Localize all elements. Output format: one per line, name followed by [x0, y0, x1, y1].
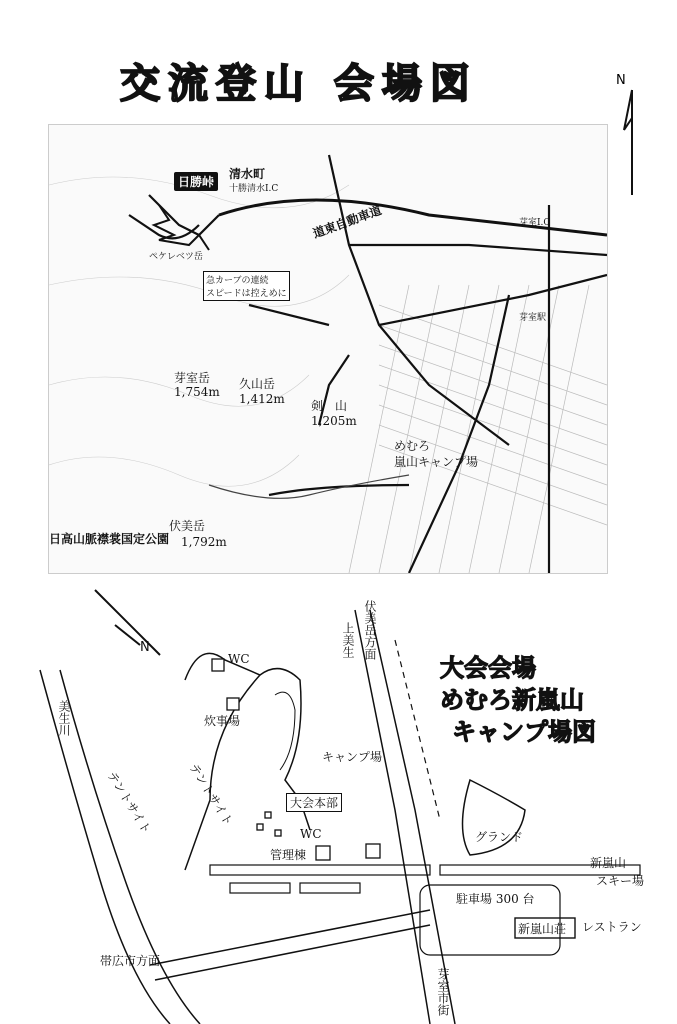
river-label: 美生川	[57, 700, 71, 736]
ski-label-2: スキー場	[596, 874, 645, 888]
north-label: N	[616, 73, 626, 88]
venue-label-2: 嵐山キャンプ場	[394, 455, 479, 469]
page-title: 交流登山 会場図	[120, 61, 478, 107]
parking-label: 駐車場 300 台	[456, 892, 535, 906]
mountain-height-fushimi: 1,792m	[181, 535, 227, 549]
campsite-label: キャンプ場	[322, 750, 383, 764]
town-ic-label: 十勝清水I.C	[229, 184, 279, 194]
mountain-height-tsurugi: 1,205m	[311, 414, 357, 428]
north-arrow-bottom-icon	[95, 590, 160, 655]
ski-label-1: 新嵐山	[590, 856, 627, 870]
wc-label-2: WC	[300, 827, 322, 841]
wc-label-1: WC	[228, 652, 250, 666]
pension-label: ペケレベツ岳	[149, 252, 203, 262]
to-bisei-label: 上美生	[341, 622, 355, 658]
campsite-title	[440, 652, 596, 748]
to-fushimi-label: 伏美岳方面	[363, 600, 377, 660]
area-road-map	[48, 124, 608, 574]
campsite-title-line-1: 大会会場	[440, 654, 536, 682]
curve-warning-line-1: 急カーブの連続	[206, 276, 269, 286]
curve-warning-line-2: スピードは控えめに	[206, 289, 287, 299]
to-obihiro-label: 帯広市方面	[100, 954, 161, 968]
ground-label: グランド	[475, 830, 524, 844]
memuro-station-label: 芽室駅	[519, 313, 547, 323]
restaurant-label: レストラン	[582, 920, 642, 934]
memuro-ic-label: 芽室I.C	[519, 218, 551, 228]
town-label: 清水町	[229, 167, 266, 181]
tentsite-label-2: テントサイト	[186, 761, 236, 829]
road-map-lines	[49, 125, 607, 573]
mountain-height-memuro: 1,754m	[174, 385, 220, 399]
mountain-label-kuyama: 久山岳	[239, 377, 276, 391]
venue-label-1: めむろ	[394, 439, 431, 453]
mountain-label-memuro: 芽室岳	[174, 371, 211, 385]
expressway-label: 道東自動車道	[310, 203, 384, 241]
mountain-label-fushimi: 伏美岳	[169, 519, 206, 533]
hq-label: 大会本部	[286, 793, 342, 812]
park-label: 日高山脈襟裳国定公園	[49, 532, 170, 546]
curve-warning-box	[203, 271, 290, 301]
lodge-label: 新嵐山荘	[518, 922, 567, 936]
pass-label: 日勝峠	[174, 172, 218, 191]
mountain-height-kuyama: 1,412m	[239, 392, 285, 406]
tentsite-label-1: テントサイト	[104, 769, 154, 837]
campsite-title-line-2: めむろ新嵐山	[440, 686, 584, 714]
admin-label: 管理棟	[270, 848, 307, 862]
kitchen-label: 炊事場	[204, 714, 241, 728]
north-label-bottom: N	[140, 640, 150, 655]
north-arrow-icon	[612, 70, 652, 200]
campsite-title-line-3: キャンプ場図	[452, 718, 596, 746]
mountain-label-tsurugi: 剣 山	[311, 399, 348, 413]
to-memuro-label: 芽室市街	[436, 968, 450, 1016]
